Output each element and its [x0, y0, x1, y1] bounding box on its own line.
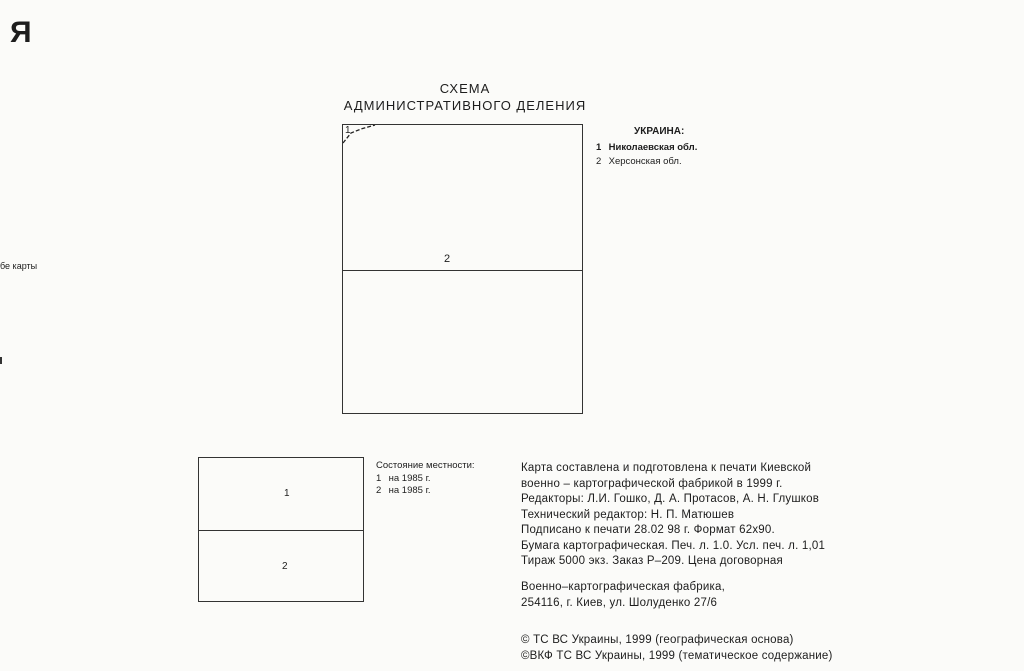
imprint-block [521, 461, 825, 570]
imprint-line: Бумага картографическая. Печ. л. 1.0. Усл. печ. л. 1,01 [521, 539, 826, 552]
state-region-label-1: 1 [284, 488, 290, 499]
publisher-line: 254116, г. Киев, ул. Шолуденко 27/6 [521, 596, 718, 609]
imprint-line: Карта составлена и подготовлена к печати Киевской [521, 462, 812, 474]
legend-item-label: Херсонская обл. [608, 156, 682, 167]
scheme-title-line-1: СХЕМА [439, 81, 491, 96]
publisher-line: Военно–картографическая фабрика, [521, 581, 725, 593]
terrain-state-number: 1 [376, 472, 382, 484]
legend-list [596, 141, 697, 169]
imprint-line: Технический редактор: Н. П. Матюшев [521, 508, 735, 521]
terrain-state-date: на 1985 г. [388, 485, 431, 496]
map-region-label-1: 1 [345, 125, 351, 136]
terrain-state-date: на 1985 г. [388, 472, 431, 484]
publisher-block [521, 580, 725, 611]
legend-item [596, 155, 697, 169]
imprint-line: Редакторы: Л.И. Гошко, Д. А. Протасов, А. Н. Глушков [521, 493, 820, 505]
state-region-divider [199, 530, 363, 531]
legend-title: УКРАИНА: [634, 126, 685, 137]
scheme-title [322, 80, 608, 114]
map-region-divider [343, 270, 582, 271]
terrain-state-item [376, 485, 475, 498]
imprint-line: Тираж 5000 экз. Заказ Р–209. Цена договорная [521, 555, 783, 567]
terrain-state-item [376, 473, 475, 486]
imprint-line: военно – картографической фабрикой в 1999 г. [521, 477, 783, 490]
legend-item [596, 141, 697, 155]
edge-tick-mark [0, 357, 2, 364]
copyright-line: ©ВКФ ТС ВС Украины, 1999 (тематическое содержание) [521, 649, 833, 662]
legend-item-label: Николаевская обл. [608, 142, 698, 153]
terrain-state-title: Состояние местности: [376, 460, 475, 471]
admin-division-map [342, 124, 583, 414]
edge-side-note: бе карты [0, 261, 38, 271]
terrain-state-legend [376, 460, 475, 498]
state-region-label-2: 2 [282, 561, 288, 572]
copyright-line: © ТС ВС Украины, 1999 (географическая основа) [521, 634, 794, 646]
copyright-block [521, 633, 833, 664]
legend-item-number: 2 [596, 156, 602, 167]
edge-letter: Я [10, 16, 32, 49]
scheme-title-line-2: АДМИНИСТРАТИВНОГО ДЕЛЕНИЯ [343, 98, 587, 113]
terrain-state-number: 2 [376, 485, 382, 496]
map-region-label-2: 2 [444, 253, 451, 265]
terrain-state-map [198, 457, 364, 602]
imprint-line: Подписано к печати 28.02 98 г. Формат 62x90. [521, 524, 775, 536]
legend-item-number: 1 [596, 142, 602, 153]
